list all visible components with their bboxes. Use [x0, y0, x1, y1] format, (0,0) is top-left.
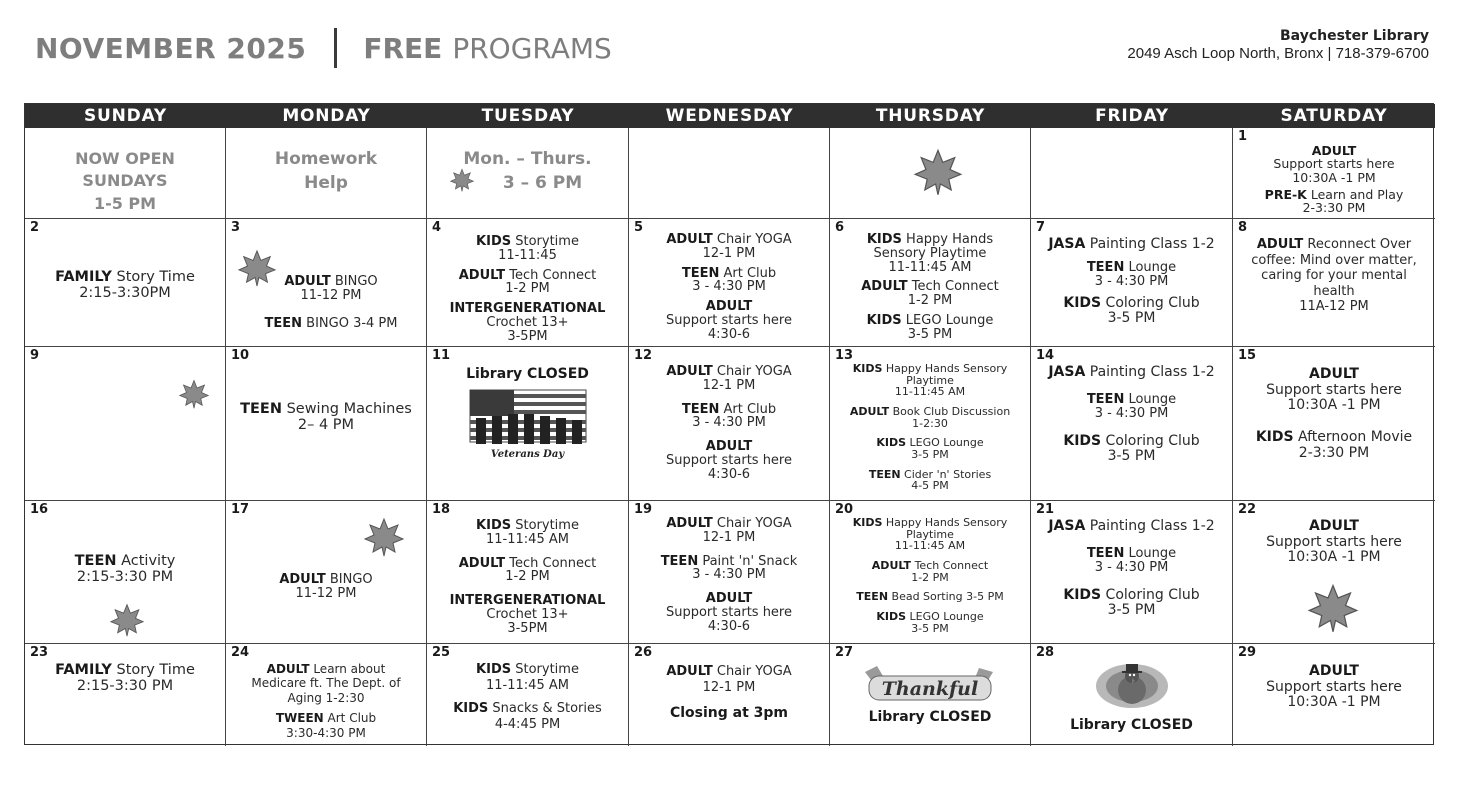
event-title: Support starts here: [665, 312, 792, 328]
event-title: Art Club: [719, 401, 777, 417]
event-time: 3 - 4:30 PM: [692, 279, 766, 295]
event-time: 3-5 PM: [907, 326, 953, 342]
maple-leaf-icon: [445, 168, 479, 192]
event-title: caring for your mental: [1261, 268, 1407, 284]
event-title: Story Time: [111, 269, 195, 285]
note-line: Mon. – Thurs.: [463, 149, 592, 169]
audience-label: ADULT: [1309, 366, 1359, 382]
event-time: 11-11:45 AM: [894, 539, 966, 553]
event-time: 4-4:45 PM: [494, 716, 561, 732]
audience-label: KIDS: [1255, 429, 1294, 446]
thankful-sign-icon: [855, 664, 1005, 706]
date-number: 28: [1036, 645, 1055, 660]
day-cell-13: [830, 347, 1031, 501]
day-cell-27: [830, 644, 1031, 746]
date-number: 26: [634, 645, 653, 660]
audience-label: TEEN: [264, 315, 303, 331]
day-header-friday: FRIDAY: [1031, 104, 1233, 128]
day-cell-6: [830, 219, 1031, 347]
event-time: 11-11:45 AM: [888, 259, 972, 275]
day-cell-8: [1233, 219, 1435, 347]
audience-label: ADULT: [666, 364, 713, 379]
event-title: coffee: Mind over matter,: [1251, 252, 1417, 268]
note-homework-hours: [427, 128, 629, 219]
event-time: 2– 4 PM: [297, 417, 355, 434]
audience-label: INTERGENERATIONAL: [449, 301, 606, 317]
note-line: 3 – 6 PM: [502, 172, 583, 193]
event-title: Playtime: [906, 373, 954, 387]
event-time: 2:15-3:30 PM: [76, 678, 174, 695]
date-number: 6: [835, 220, 845, 235]
audience-label: TEEN: [1086, 545, 1125, 561]
event-time: 3-5PM: [507, 328, 548, 344]
event-time: 2:15-3:30 PM: [76, 569, 174, 586]
event-time: 10:30A -1 PM: [1287, 397, 1381, 414]
audience-label: KIDS: [476, 518, 512, 533]
event-title: Tech Connect: [505, 555, 597, 571]
date-number: 4: [432, 220, 442, 235]
event-title: Crochet 13+: [486, 314, 569, 330]
audience-label: ADULT: [666, 516, 713, 531]
event-time: 3-5 PM: [911, 621, 949, 635]
event-title: Sewing Machines: [281, 401, 412, 417]
audience-label: KIDS: [876, 436, 907, 450]
day-cell-2: [25, 219, 226, 347]
event-time: 10:30A -1 PM: [1287, 549, 1381, 566]
audience-label: TEEN: [1086, 259, 1125, 275]
audience-label: TEEN: [856, 590, 889, 604]
audience-label: TEEN: [240, 401, 282, 417]
day-cell-20: [830, 501, 1031, 644]
audience-label: TEEN: [660, 553, 699, 569]
day-cell-3: [226, 219, 427, 347]
audience-label: KIDS: [1063, 294, 1102, 311]
closing-early-label: Closing at 3pm: [669, 705, 789, 722]
event-title: BINGO: [325, 572, 373, 587]
event-time: 12-1 PM: [702, 679, 756, 695]
event-title: BINGO: [330, 274, 378, 289]
event-title: Coloring Club: [1101, 586, 1200, 603]
day-header-tuesday: TUESDAY: [427, 104, 629, 128]
event-title: Storytime: [511, 518, 579, 533]
audience-label: ADULT: [666, 664, 713, 679]
audience-label: TWEEN: [275, 711, 324, 726]
note-line: 1-5 PM: [93, 193, 157, 213]
title-divider: [334, 28, 337, 68]
day-cell-25: [427, 644, 629, 746]
event-title: Activity: [116, 553, 176, 569]
day-cell-18: [427, 501, 629, 644]
event-time: 11A-12 PM: [1299, 299, 1369, 315]
date-number: 9: [30, 348, 40, 363]
event-title: Lounge: [1124, 259, 1177, 275]
event-title: Playtime: [906, 527, 954, 541]
date-number: 8: [1238, 220, 1248, 235]
event-time: 11-11:45: [498, 247, 557, 263]
audience-label: ADULT: [279, 572, 326, 587]
audience-label: INTERGENERATIONAL: [449, 593, 606, 609]
date-number: 12: [634, 348, 653, 363]
event-time: 3:30-4:30 PM: [286, 725, 366, 740]
event-title: Paint 'n' Snack: [698, 553, 798, 569]
day-header-sunday: SUNDAY: [25, 104, 226, 128]
date-number: 11: [432, 348, 451, 363]
audience-label: TEEN: [681, 401, 720, 417]
date-number: 13: [835, 348, 854, 363]
event-title: Snacks & Stories: [488, 701, 602, 717]
programs-label: PROGRAMS: [452, 31, 612, 65]
date-number: 22: [1238, 502, 1257, 517]
audience-label: ADULT: [1256, 237, 1304, 252]
audience-label: ADULT: [871, 558, 912, 572]
event-time: 12-1 PM: [702, 245, 756, 261]
date-number: 25: [432, 645, 451, 660]
maple-leaf-icon: [352, 517, 416, 557]
date-number: 16: [30, 502, 49, 517]
event-title: Cider 'n' Stories: [900, 467, 992, 481]
event-title: Support starts here: [665, 604, 792, 620]
audience-label: ADULT: [705, 299, 753, 315]
audience-label: ADULT: [861, 279, 908, 295]
day-cell-empty: [830, 128, 1031, 219]
thankful-label: Thankful: [881, 678, 979, 700]
day-cell-21: [1031, 501, 1233, 644]
audience-label: ADULT: [705, 591, 753, 607]
note-sundays-open: [25, 128, 226, 219]
audience-label: KIDS: [852, 516, 883, 529]
day-cell-16: [25, 501, 226, 644]
event-time: 12-1 PM: [702, 529, 756, 545]
day-cell-29: [1233, 644, 1435, 746]
audience-label: KIDS: [866, 312, 902, 328]
calendar-grid: [24, 103, 1434, 745]
audience-label: ADULT: [705, 439, 753, 455]
event-title: Learn about: [309, 662, 386, 676]
event-time: 3-5 PM: [1107, 448, 1156, 465]
day-cell-7: [1031, 219, 1233, 347]
event-title: LEGO Lounge: [901, 312, 994, 328]
day-cell-28: [1031, 644, 1233, 746]
free-label: FREE: [363, 31, 443, 65]
day-header-wednesday: WEDNESDAY: [629, 104, 830, 128]
event-time: 4-5 PM: [911, 479, 949, 493]
event-time: 11-11:45 AM: [486, 677, 569, 693]
day-cell-15: [1233, 347, 1435, 501]
day-cell-5: [629, 219, 830, 347]
event-time: 1-2:30: [912, 416, 948, 430]
event-time: 1-2 PM: [505, 569, 550, 585]
audience-label: FAMILY: [55, 662, 112, 678]
veterans-day-flag-icon: [468, 388, 588, 461]
library-address: 2049 Asch Loop North, Bronx | 718-379-6700: [1127, 45, 1429, 62]
date-number: 23: [30, 645, 49, 660]
event-time: 1-2 PM: [907, 293, 953, 309]
day-cell-14: [1031, 347, 1233, 501]
note-line: NOW OPEN: [75, 149, 175, 168]
date-number: 14: [1036, 348, 1055, 363]
event-title: Learn and Play: [1306, 186, 1404, 202]
library-closed-label: Library CLOSED: [466, 366, 589, 382]
event-title: Tech Connect: [907, 279, 999, 295]
audience-label: KIDS: [852, 362, 883, 375]
library-name: Baychester Library: [1280, 28, 1429, 44]
audience-label: JASA: [1048, 236, 1086, 252]
date-number: 5: [634, 220, 644, 235]
day-cell-9: [25, 347, 226, 501]
day-cell-24: [226, 644, 427, 746]
audience-label: ADULT: [666, 232, 713, 247]
event-time: Aging 1-2:30: [287, 690, 365, 705]
audience-label: KIDS: [866, 232, 902, 247]
date-number: 19: [634, 502, 653, 517]
audience-label: KIDS: [476, 234, 512, 249]
event-time: 4:30-6: [707, 466, 751, 482]
date-number: 17: [231, 502, 250, 517]
event-title: Coloring Club: [1101, 294, 1200, 311]
event-time: 10:30A -1 PM: [1292, 169, 1376, 185]
audience-label: ADULT: [1311, 143, 1357, 158]
veterans-day-label: Veterans Day: [490, 449, 565, 461]
audience-label: KIDS: [1063, 586, 1102, 603]
date-number: 29: [1238, 645, 1257, 660]
event-title: Painting Class 1-2: [1085, 236, 1215, 252]
audience-label: KIDS: [1063, 432, 1102, 449]
event-time: 11-11:45 AM: [894, 385, 966, 399]
event-title: Chair YOGA: [712, 364, 792, 379]
event-title: Crochet 13+: [486, 606, 569, 622]
event-title: Chair YOGA: [712, 664, 792, 679]
day-cell-22: [1233, 501, 1435, 644]
audience-label: TEEN: [868, 467, 901, 481]
event-title: Chair YOGA: [712, 232, 792, 247]
event-title: Bead Sorting 3-5 PM: [888, 590, 1004, 604]
audience-label: KIDS: [876, 609, 907, 623]
date-number: 21: [1036, 502, 1055, 517]
event-title: Happy Hands Sensory: [882, 362, 1008, 375]
note-homework-help: [226, 128, 427, 219]
event-title: Storytime: [511, 662, 579, 677]
library-closed-label: Library CLOSED: [868, 709, 992, 726]
event-title: Happy Hands Sensory: [882, 516, 1008, 529]
event-time: 3-5 PM: [911, 447, 949, 461]
event-time: 4:30-6: [707, 326, 751, 342]
event-time: 1-2 PM: [505, 281, 550, 297]
event-title: Happy Hands: [901, 232, 994, 247]
event-time: 3 - 4:30 PM: [692, 567, 766, 583]
event-time: 3-5 PM: [1107, 310, 1156, 327]
maple-leaf-icon: [1305, 583, 1361, 633]
event-title: Lounge: [1124, 391, 1177, 407]
event-time: 3 - 4:30 PM: [692, 415, 766, 431]
day-cell-1: [1233, 128, 1435, 219]
event-title: Storytime: [511, 234, 579, 249]
event-title: Art Club: [323, 711, 377, 726]
event-time: 3 - 4:30 PM: [1094, 406, 1169, 422]
event-title: LEGO Lounge: [906, 609, 984, 623]
month-title: NOVEMBER 2025: [35, 31, 307, 65]
audience-label: TEEN: [1086, 391, 1125, 407]
note-line: SUNDAYS: [82, 171, 168, 191]
day-cell-empty: [1031, 128, 1233, 219]
event-title: Tech Connect: [505, 267, 597, 283]
event-title: Painting Class 1-2: [1085, 518, 1215, 534]
date-number: 15: [1238, 348, 1257, 363]
audience-label: KIDS: [453, 701, 489, 717]
audience-label: JASA: [1048, 518, 1086, 534]
event-time: 12-1 PM: [702, 377, 756, 393]
day-cell-26: [629, 644, 830, 746]
maple-leaf-icon: [107, 603, 147, 637]
event-title: health: [1313, 283, 1355, 299]
date-number: 3: [231, 220, 241, 235]
maple-leaf-icon: [173, 379, 215, 409]
date-number: 1: [1238, 129, 1248, 144]
event-title: Sensory Playtime: [873, 245, 987, 261]
audience-label: ADULT: [1309, 518, 1359, 534]
event-title: Support starts here: [1266, 678, 1402, 695]
event-title: Support starts here: [1273, 156, 1395, 172]
audience-label: TEEN: [74, 553, 117, 569]
day-cell-4: [427, 219, 629, 347]
event-time: 3 - 4:30 PM: [1094, 560, 1169, 576]
day-cell-12: [629, 347, 830, 501]
audience-label: FAMILY: [55, 269, 112, 285]
event-title: BINGO 3-4 PM: [302, 315, 398, 331]
audience-label: TEEN: [681, 265, 720, 281]
event-title: Book Club Discussion: [889, 404, 1011, 418]
day-cell-10: [226, 347, 427, 501]
event-title: Painting Class 1-2: [1085, 364, 1215, 380]
audience-label: ADULT: [849, 404, 890, 418]
event-title: Medicare ft. The Dept. of: [251, 676, 401, 691]
day-header-saturday: SATURDAY: [1233, 104, 1435, 128]
event-title: LEGO Lounge: [906, 436, 984, 450]
event-time: 1-2 PM: [911, 570, 949, 584]
page-header: [35, 28, 612, 68]
audience-label: PRE-K: [1264, 186, 1307, 202]
event-time: 2:15-3:30PM: [79, 285, 171, 302]
date-number: 2: [30, 220, 40, 235]
event-title: Coloring Club: [1101, 432, 1200, 449]
note-line: Homework: [274, 149, 378, 169]
maple-leaf-icon: [236, 249, 278, 287]
audience-label: ADULT: [1309, 663, 1359, 679]
audience-label: ADULT: [266, 662, 310, 676]
day-cell-17: [226, 501, 427, 644]
day-cell-11: [427, 347, 629, 501]
library-info: [1127, 28, 1429, 62]
day-cell-empty: [629, 128, 830, 219]
date-number: 7: [1036, 220, 1046, 235]
audience-label: ADULT: [284, 274, 331, 289]
date-number: 27: [835, 645, 854, 660]
event-title: Tech Connect: [911, 558, 989, 572]
audience-label: JASA: [1048, 364, 1086, 380]
event-time: 2-3:30 PM: [1302, 200, 1366, 215]
event-time: 2-3:30 PM: [1298, 444, 1370, 461]
event-title: Lounge: [1124, 545, 1177, 561]
note-line: Help: [304, 172, 348, 193]
day-cell-23: [25, 644, 226, 746]
date-number: 10: [231, 348, 250, 363]
date-number: 18: [432, 502, 451, 517]
event-time: 11-11:45 AM: [486, 531, 569, 547]
event-title: Afternoon Movie: [1293, 429, 1413, 446]
event-time: 4:30-6: [707, 618, 751, 634]
event-time: 10:30A -1 PM: [1287, 694, 1381, 711]
event-title: Chair YOGA: [712, 516, 792, 531]
event-time: 3 - 4:30 PM: [1094, 274, 1169, 290]
event-title: Art Club: [719, 265, 777, 281]
audience-label: ADULT: [458, 555, 506, 571]
turkey-icon: [1092, 660, 1172, 712]
date-number: 24: [231, 645, 250, 660]
event-title: Reconnect Over: [1303, 237, 1412, 252]
date-number: 20: [835, 502, 854, 517]
day-cell-19: [629, 501, 830, 644]
event-time: 11-12 PM: [295, 585, 357, 601]
event-title: Story Time: [111, 662, 195, 678]
audience-label: ADULT: [458, 267, 506, 283]
event-title: Support starts here: [665, 452, 792, 468]
event-time: 3-5 PM: [1107, 602, 1156, 619]
library-closed-label: Library CLOSED: [1070, 717, 1193, 734]
event-time: 3-5PM: [507, 620, 548, 636]
day-header-thursday: THURSDAY: [830, 104, 1031, 128]
audience-label: KIDS: [476, 662, 512, 677]
day-header-monday: MONDAY: [226, 104, 427, 128]
event-title: Support starts here: [1266, 381, 1402, 398]
event-time: 11-12 PM: [300, 287, 362, 303]
event-title: Support starts here: [1266, 533, 1402, 550]
maple-leaf-icon: [908, 148, 968, 196]
